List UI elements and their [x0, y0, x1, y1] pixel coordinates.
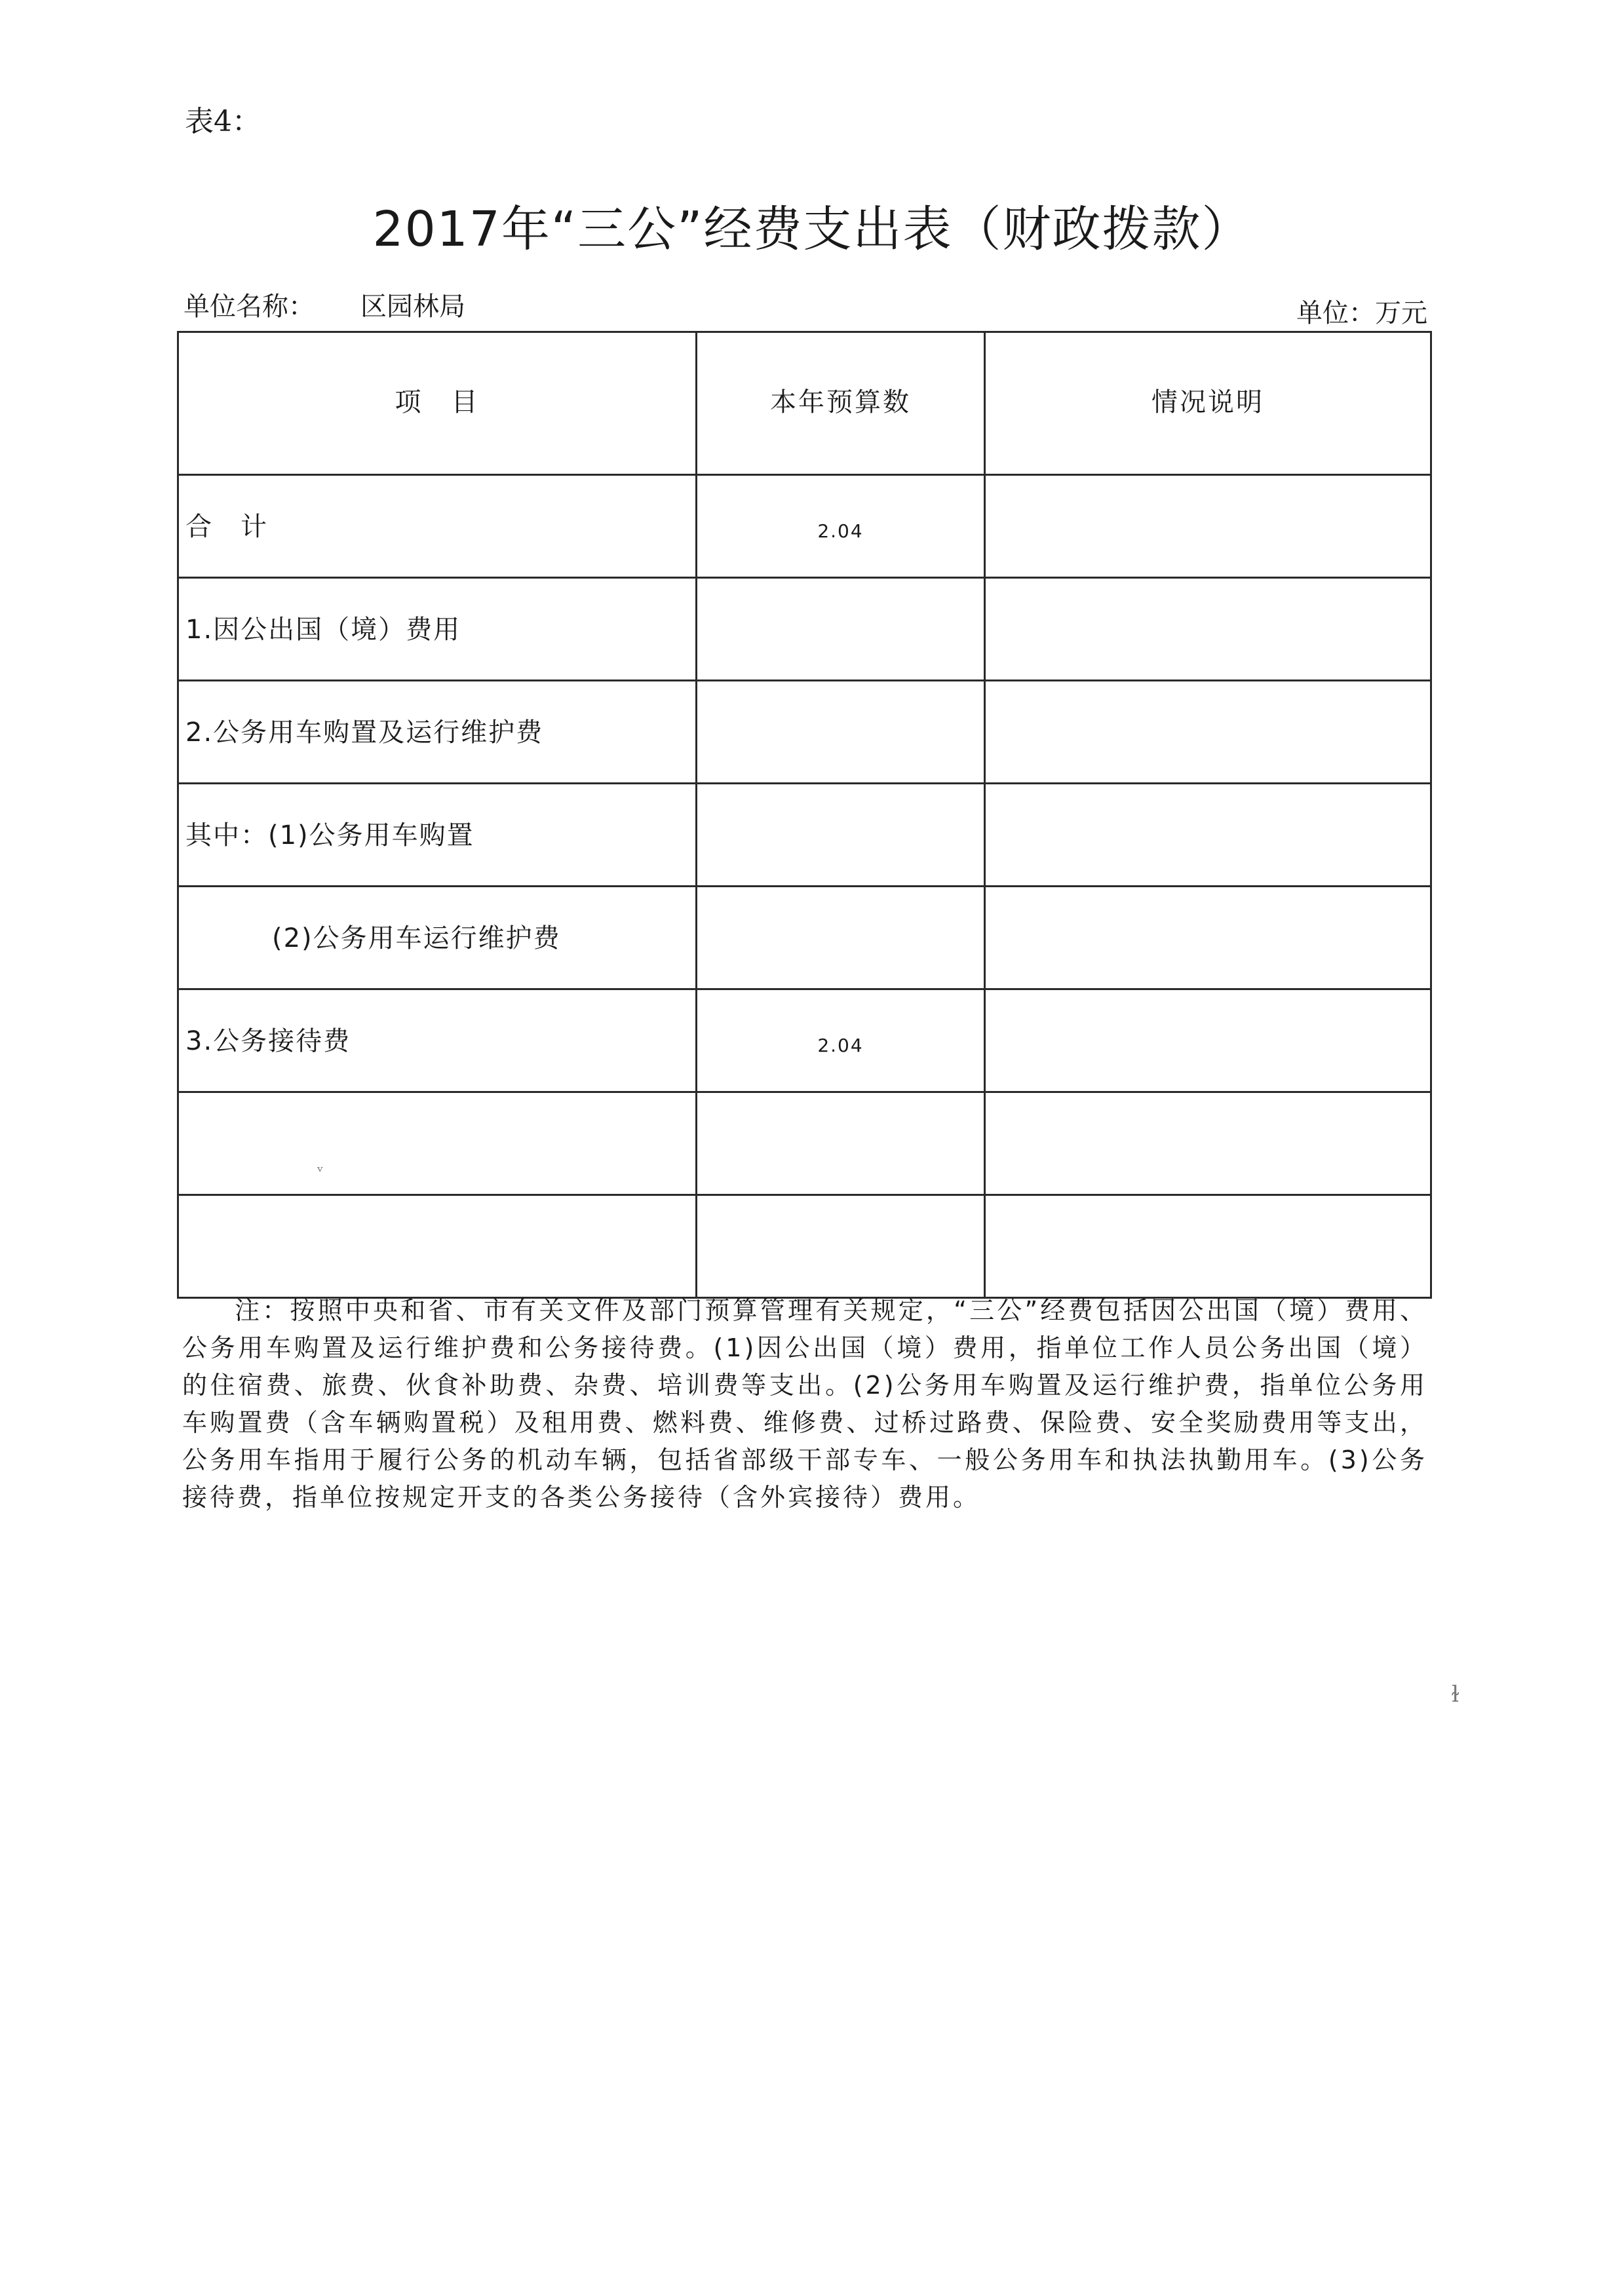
table-row-blank: [178, 1195, 1431, 1298]
row-amount: [697, 578, 985, 681]
row-item: [178, 1195, 697, 1298]
header-item: 项 目: [178, 332, 697, 475]
row-amount: [697, 887, 985, 989]
table-row-overseas: [178, 578, 1431, 681]
table-row-reception: [178, 989, 1431, 1092]
row-item: (2)公务用车运行维护费: [178, 887, 697, 989]
unit-name-value: 区园林局: [360, 292, 465, 322]
header-budget-amount: 本年预算数: [697, 332, 985, 475]
row-amount: [697, 1092, 985, 1195]
row-item: [178, 1092, 697, 1195]
unit-name-label: 单位名称：: [184, 292, 315, 322]
table-row-vehicle-maintenance: [178, 887, 1431, 989]
row-item: 其中：(1)公务用车购置: [178, 784, 697, 887]
table-row-vehicle-purchase: [178, 784, 1431, 887]
row-item: 2.公务用车购置及运行维护费: [178, 681, 697, 784]
row-note: [985, 887, 1431, 989]
row-note: [985, 1092, 1431, 1195]
row-amount: 2.04: [697, 475, 985, 578]
row-note: [985, 681, 1431, 784]
row-amount: [697, 681, 985, 784]
row-amount: [697, 784, 985, 887]
row-note: [985, 475, 1431, 578]
table-header-row: [178, 332, 1431, 475]
scan-speck: ɫ: [1451, 1681, 1460, 1708]
row-item: 合 计: [178, 475, 697, 578]
table-row-vehicles: [178, 681, 1431, 784]
footnote: 注：按照中央和省、市有关文件及部门预算管理有关规定，“三公”经费包括因公出国（境）费用、公务用车购置及运行维护费和公务接待费。(1)因公出国（境）费用，指单位工作人员公务出国（境）的住宿费、旅费、伙食补助费、杂费、培训费等支出。(2)公务用车购置及运行维护费，指单位公务用车购置费（含车辆购置税）及租用费、燃料费、维修费、过桥过路费、保险费、安全奖励费用等支出，公务用车指用于履行公务的机动车辆，包括省部级干部专车、一般公务用车和执法执勤用车。(3)公务接待费，指单位按规定开支的各类公务接待（含外宾接待）费用。: [182, 1296, 1427, 1512]
scan-speck: ᵥ: [317, 1157, 323, 1176]
row-note: [985, 1195, 1431, 1298]
document-title: 2017年“三公”经费支出表（财政拨款）: [372, 201, 1252, 258]
unit-name: [184, 288, 465, 325]
row-note: [985, 989, 1431, 1092]
currency-unit: 单位：万元: [1296, 298, 1427, 328]
table-label: 表4：: [185, 105, 261, 138]
row-note: [985, 578, 1431, 681]
budget-table: [177, 331, 1432, 1299]
row-item: 3.公务接待费: [178, 989, 697, 1092]
row-item: 1.因公出国（境）费用: [178, 578, 697, 681]
header-description: 情况说明: [985, 332, 1431, 475]
row-amount: 2.04: [697, 989, 985, 1092]
row-note: [985, 784, 1431, 887]
table-row-total: [178, 475, 1431, 578]
row-amount: [697, 1195, 985, 1298]
table-row-blank: [178, 1092, 1431, 1195]
